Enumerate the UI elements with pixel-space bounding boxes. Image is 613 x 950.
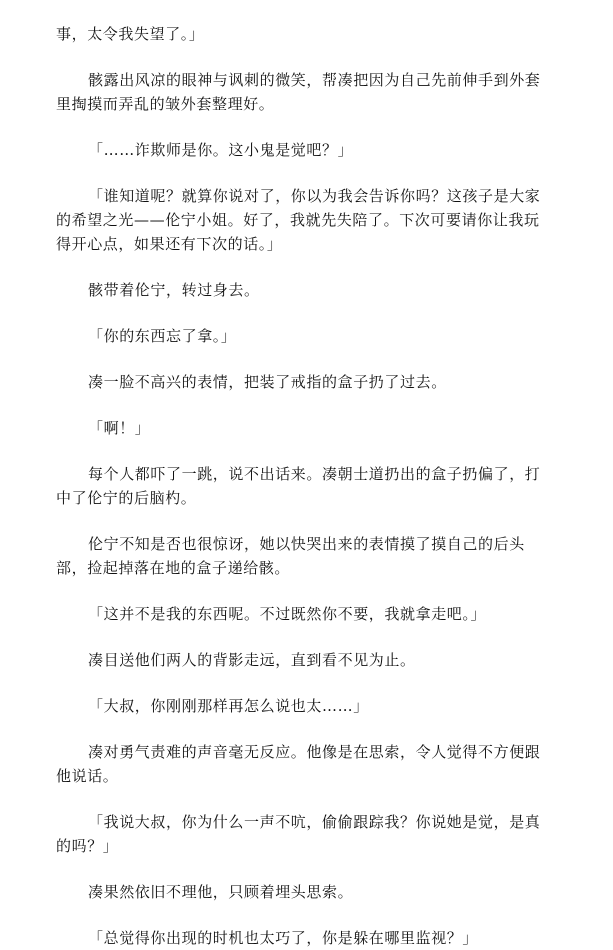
paragraph: 骸带着伦宁，转过身去。 xyxy=(88,281,260,299)
paragraph: 「啊！」 xyxy=(88,419,151,437)
paragraph: 每个人都吓了一跳，说不出话来。凑朝士道扔出的盒子扔偏了，打中了伦宁的后脑杓。 xyxy=(56,465,541,507)
paragraph: 凑一脸不高兴的表情，把装了戒指的盒子扔了过去。 xyxy=(88,373,447,391)
paragraph: 凑对勇气责难的声音毫无反应。他像是在思索，令人觉得不方便跟他说话。 xyxy=(56,743,541,785)
paragraph: 伦宁不知是否也很惊讶，她以快哭出来的表情摸了摸自己的后头部，捡起掉落在地的盒子递给骸。 xyxy=(56,535,525,577)
paragraph: 「谁知道呢？就算你说对了，你以为我会告诉你吗？这孩子是大家的希望之光——伦宁小姐。好了，我就先失陪了。下次可要请你让我玩得开心点，如果还有下次的话。」 xyxy=(56,187,541,253)
paragraph: 「大叔，你刚刚那样再怎么说也太……」 xyxy=(88,697,369,715)
paragraph: 骸露出风凉的眼神与讽刺的微笑，帮凑把因为自己先前伸手到外套里掏摸而弄乱的皱外套整理好。 xyxy=(56,71,541,113)
paragraph: 「总觉得你出现的时机也太巧了，你是躲在哪里监视？」 xyxy=(88,929,479,947)
paragraph: 凑目送他们两人的背影走远，直到看不见为止。 xyxy=(88,651,416,669)
paragraph: 凑果然依旧不理他，只顾着埋头思索。 xyxy=(88,883,354,901)
paragraph: 「……诈欺师是你。这小鬼是觉吧？」 xyxy=(88,141,354,159)
paragraph: 「你的东西忘了拿。」 xyxy=(88,327,237,345)
paragraph: 事，太令我失望了。」 xyxy=(56,25,205,43)
paragraph: 「这并不是我的东西呢。不过既然你不要，我就拿走吧。」 xyxy=(88,605,487,623)
paragraph: 「我说大叔，你为什么一声不吭，偷偷跟踪我？你说她是觉，是真的吗？」 xyxy=(56,813,541,855)
